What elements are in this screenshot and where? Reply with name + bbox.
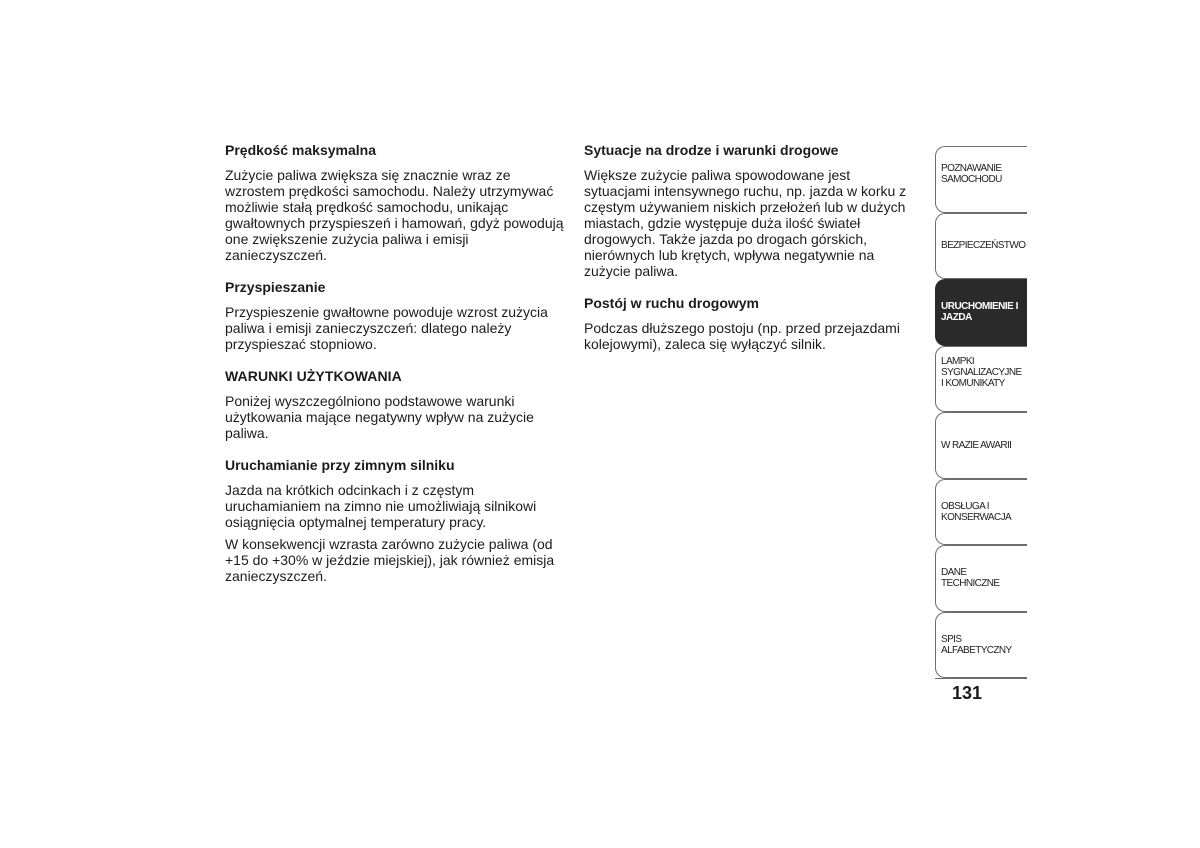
tab-w-razie-awarii[interactable] bbox=[935, 412, 1027, 479]
section-heading-acceleration: Przyspieszanie bbox=[225, 279, 326, 295]
section-heading-road-conditions: Sytuacje na drodze i warunki drogowe bbox=[584, 142, 839, 158]
section-text-road-conditions: Większe zużycie paliwa spowodowane jest sytuacjami intensywnego ruchu, np. jazda w korku z częstym używaniem niskich przełożeń lub w dużych miastach, gdzie występuje duża ilość świateł drogowych. Także jazda po drogach górskich, nierównych lub krętych, wpływa negatywnie na zużycie paliwa. bbox=[584, 167, 907, 279]
tab-lampki-sygnalizacyjne[interactable] bbox=[935, 346, 1027, 413]
right-text-column bbox=[584, 142, 916, 368]
section-heading-traffic-stop: Postój w ruchu drogowym bbox=[584, 295, 760, 311]
tab-spis-alfabetyczny[interactable] bbox=[935, 612, 1027, 679]
tab-label: BEZPIECZEŃSTWO bbox=[941, 240, 1026, 252]
section-text-max-speed: Zużycie paliwa zwiększa się znacznie wraz ze wzrostem prędkości samochodu. Należy utrzymywać możliwie stałą prędkość samochodu, unikając gwałtownych przyspieszeń i hamowań, gdyż powodują one zwiększenie zużycia paliwa i emisji zanieczyszczeń. bbox=[225, 167, 564, 263]
tab-dane-techniczne[interactable] bbox=[935, 545, 1027, 612]
section-heading-usage-conditions: WARUNKI UŻYTKOWANIA bbox=[225, 368, 402, 384]
chapter-tabs bbox=[935, 146, 1027, 678]
tab-label: OBSŁUGA I KONSERWACJA bbox=[941, 500, 1012, 523]
left-text-column bbox=[225, 142, 565, 600]
section-heading-max-speed: Prędkość maksymalna bbox=[225, 142, 376, 158]
tab-label: URUCHOMIENIE I JAZDA bbox=[941, 301, 1018, 324]
tab-label: POZNAWANIE SAMOCHODU bbox=[941, 163, 1002, 185]
tab-obsluga-i-konserwacja[interactable] bbox=[935, 479, 1027, 546]
tab-uruchomienie-i-jazda[interactable] bbox=[935, 279, 1027, 346]
tab-poznawanie-samochodu[interactable] bbox=[935, 146, 1027, 213]
tab-label: SPIS ALFABETYCZNY bbox=[941, 633, 1012, 656]
page-number: 131 bbox=[952, 683, 983, 703]
section-text-cold-start-2: W konsekwencji wzrasta zarówno zużycie paliwa (od +15 do +30% w jeździe miejskiej), jak również emisja zanieczyszczeń. bbox=[225, 536, 555, 584]
section-text-acceleration: Przyspieszenie gwałtowne powoduje wzrost zużycia paliwa i emisji zanieczyszczeń: dlatego należy przyspieszać stopniowo. bbox=[225, 304, 548, 352]
tab-label: DANE TECHNICZNE bbox=[941, 567, 1000, 590]
tab-label: LAMPKI SYGNALIZACYJNE I KOMUNIKATY bbox=[941, 355, 1022, 389]
section-text-usage-conditions: Poniżej wyszczególniono podstawowe warunki użytkowania mające negatywny wpływ na zużycie paliwa. bbox=[225, 393, 534, 441]
tab-label: W RAZIE AWARII bbox=[941, 439, 1012, 451]
tab-bezpieczenstwo[interactable] bbox=[935, 213, 1027, 280]
section-text-cold-start-1: Jazda na krótkich odcinkach i z częstym uruchamianiem na zimno nie umożliwiają silnikowi osiągnięcia optymalnej temperatury pracy. bbox=[225, 482, 537, 530]
tabs-divider bbox=[935, 678, 1027, 679]
section-text-traffic-stop: Podczas dłuższego postoju (np. przed przejazdami kolejowymi), zaleca się wyłączyć silnik. bbox=[584, 320, 900, 352]
section-heading-cold-start: Uruchamianie przy zimnym silniku bbox=[225, 457, 455, 473]
